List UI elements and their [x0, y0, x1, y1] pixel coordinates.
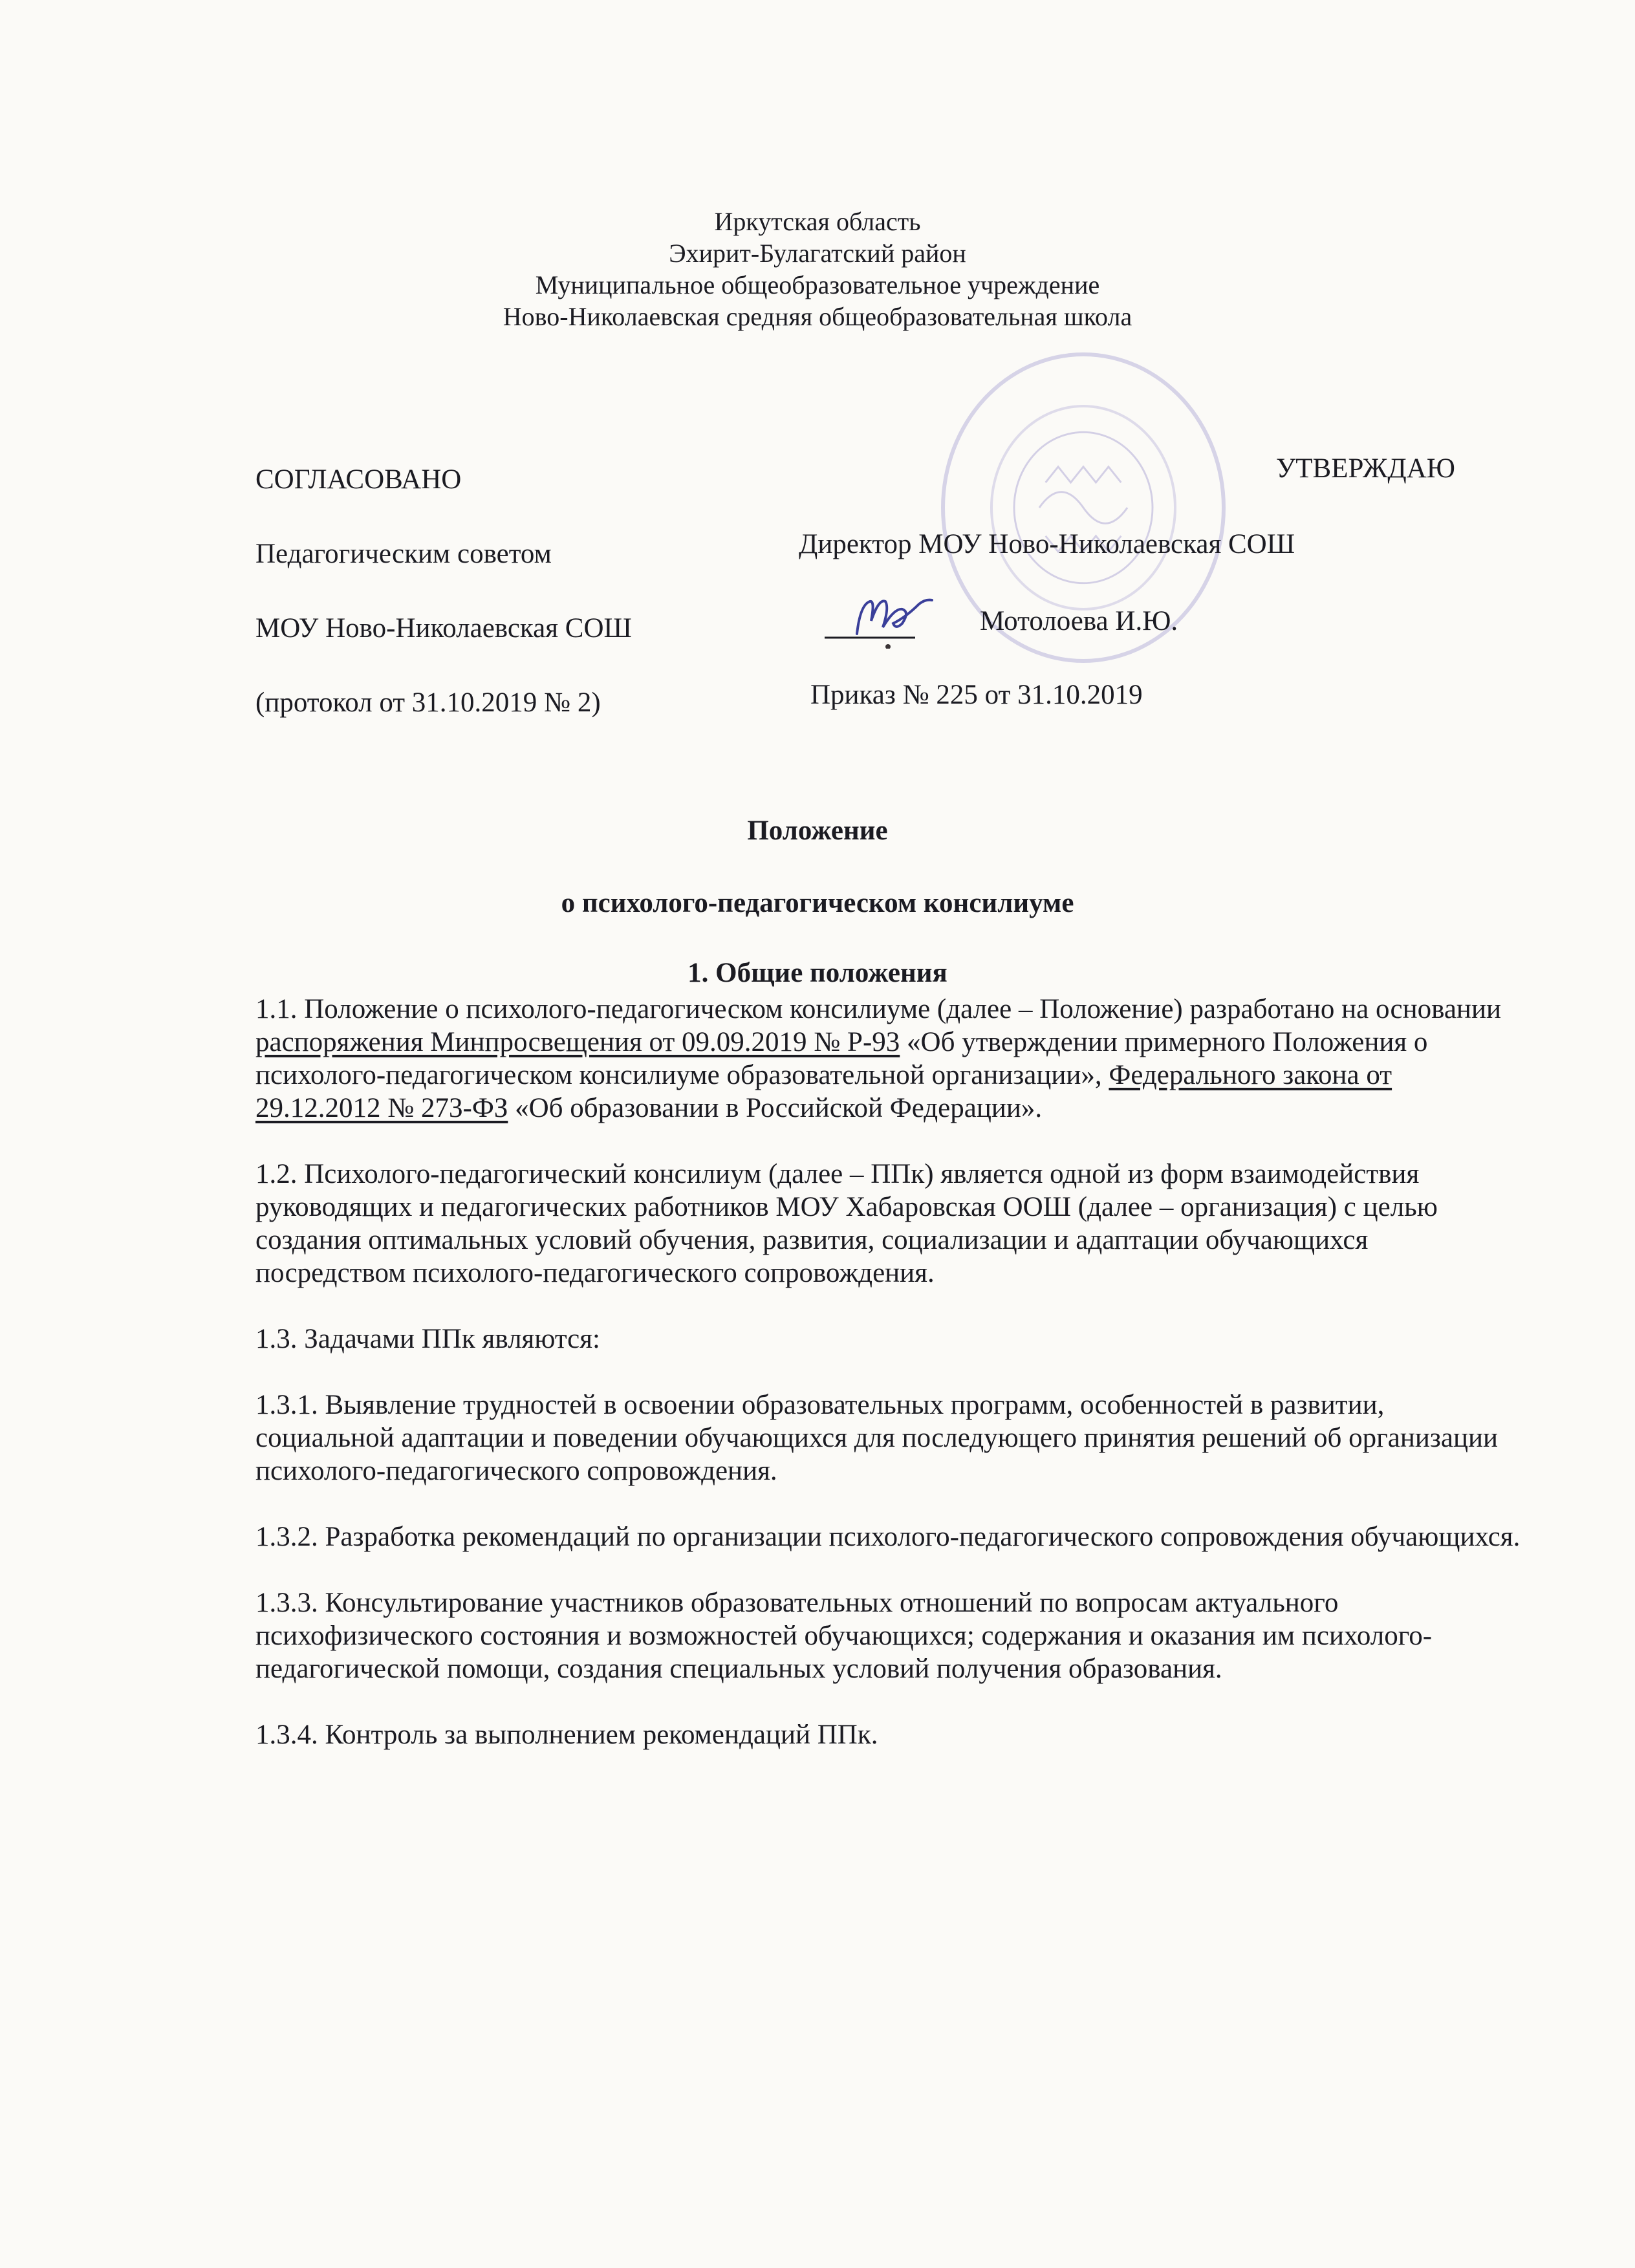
- paragraph-1-1-text-b: «Об утверждении примерного Положения о психолого-педагогическом консилиуме образовательной организации»,: [255, 1027, 1428, 1090]
- document-header: [0, 206, 1635, 332]
- paragraph-1-1-text-c: «Об образовании в Российской Федерации».: [508, 1093, 1043, 1123]
- paragraph-1-1: [255, 993, 1523, 1125]
- link-federal-law[interactable]: Федерального закона от 29.12.2012 № 273-ФЗ: [255, 1060, 1392, 1123]
- section-1-title: 1. Общие положения: [688, 958, 947, 988]
- header-school-name: Ново-Николаевская средняя общеобразовательная школа: [503, 302, 1132, 331]
- approval-right-signatory: Мотолоева И.Ю.: [980, 606, 1178, 636]
- approval-left-org: МОУ Ново-Николаевская СОШ: [255, 613, 632, 643]
- paragraph-1-3-2: 1.3.2. Разработка рекомендаций по организации психолого-педагогического сопровождения обучающихся.: [255, 1522, 1521, 1552]
- approval-right-order: Приказ № 225 от 31.10.2019: [810, 680, 1143, 710]
- document-subtitle: о психолого-педагогическом консилиуме: [561, 888, 1074, 918]
- approval-left-protocol: (протокол от 31.10.2019 № 2): [255, 687, 601, 718]
- link-minprosveshcheniya-order[interactable]: распоряжения Минпросвещения от 09.09.2019 № Р-93: [255, 1027, 900, 1057]
- approval-right-heading: УТВЕРЖДАЮ: [1275, 453, 1455, 484]
- header-institution-type: Муниципальное общеобразовательное учреждение: [535, 270, 1100, 299]
- paragraph-1-2: 1.2. Психолого-педагогический консилиум (далее – ППк) является одной из форм взаимодействия руководящих и педагогических работников МОУ Хабаровская ООШ (далее – организация) с целью создания оптимальных условий обучения, развития, социализации и адаптации обучающихся посредством психолого-педагогического сопровождения.: [255, 1159, 1438, 1288]
- paragraph-1-3-1: 1.3.1. Выявление трудностей в освоении образовательных программ, особенностей в развитии, социальной адаптации и поведении обучающихся для последующего принятия решений об организации психолого-педагогического сопровождения.: [255, 1390, 1498, 1486]
- approval-right-position: Директор МОУ Ново-Николаевская СОШ: [799, 529, 1295, 559]
- document-title: Положение: [747, 815, 888, 846]
- approval-left-body: Педагогическим советом: [255, 539, 552, 569]
- approval-left-heading: СОГЛАСОВАНО: [255, 464, 462, 495]
- header-district: Эхирит-Булагатский район: [669, 239, 966, 268]
- paragraph-1-3-3: 1.3.3. Консультирование участников образовательных отношений по вопросам актуального психофизического состояния и возможностей обучающихся; содержания и оказания им психолого-педагогической помощи, создания специальных условий получения образования.: [255, 1588, 1433, 1684]
- director-signature: [818, 587, 980, 649]
- paragraph-1-1-text-a: 1.1. Положение о психолого-педагогическом консилиуме (далее – Положение) разработано на основании: [255, 994, 1501, 1024]
- paragraph-1-3-4: 1.3.4. Контроль за выполнением рекомендаций ППк.: [255, 1720, 878, 1750]
- header-region: Иркутская область: [714, 207, 921, 236]
- document-body: [255, 993, 1523, 1751]
- paragraph-1-3: 1.3. Задачами ППк являются:: [255, 1324, 600, 1354]
